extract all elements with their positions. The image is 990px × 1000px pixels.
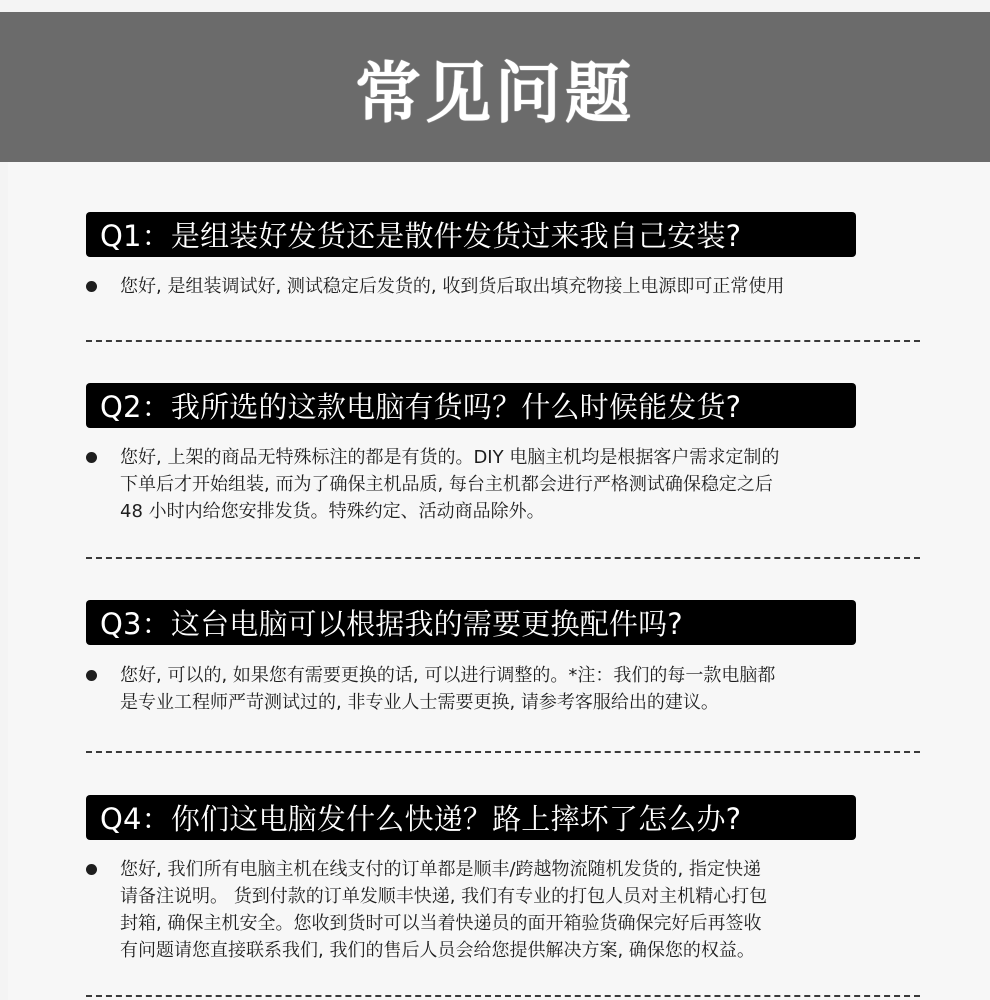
question-text-4: Q4：你们这电脑发什么快递？路上摔坏了怎么办? bbox=[100, 802, 742, 836]
answer-line: 有问题请您直接联系我们, 我们的售后人员会给您提供解决方案, 确保您的权益。 bbox=[120, 940, 755, 961]
dashed-divider-4 bbox=[86, 995, 920, 997]
dashed-divider-3 bbox=[86, 751, 920, 753]
question-bar-1 bbox=[86, 212, 856, 257]
question-text-1: Q1：是组装好发货还是散件发货过来我自己安装? bbox=[100, 219, 742, 253]
answer-line: 您好, 我们所有电脑主机在线支付的订单都是顺丰/跨越物流随机发货的, 指定快递 bbox=[120, 859, 761, 880]
answer-line: 您好, 上架的商品无特殊标注的都是有货的。DIY 电脑主机均是根据客户需求定制的 bbox=[120, 447, 780, 468]
answer-line: 下单后才开始组装, 而为了确保主机品质, 每台主机都会进行严格测试确保稳定之后 bbox=[120, 474, 773, 495]
bullet-3 bbox=[86, 670, 97, 681]
answer-line: 是专业工程师严苛测试过的, 非专业人士需要更换, 请参考客服给出的建议。 bbox=[120, 692, 719, 713]
answer-line: 请备注说明。 货到付款的订单发顺丰快递, 我们有专业的打包人员对主机精心打包 bbox=[120, 886, 768, 907]
bullet-4 bbox=[86, 864, 97, 875]
question-bar-4 bbox=[86, 795, 856, 840]
question-text-3: Q3：这台电脑可以根据我的需要更换配件吗? bbox=[100, 607, 683, 641]
dashed-divider-2 bbox=[86, 557, 920, 559]
answer-3 bbox=[120, 662, 910, 716]
header-banner bbox=[0, 12, 990, 162]
answer-2 bbox=[120, 444, 910, 525]
bullet-2 bbox=[86, 452, 97, 463]
answer-line: 48 小时内给您安排发货。特殊约定、活动商品除外。 bbox=[120, 501, 545, 522]
question-bar-2 bbox=[86, 383, 856, 428]
answer-1 bbox=[120, 273, 910, 300]
bullet-1 bbox=[86, 281, 97, 292]
answer-line: 封箱, 确保主机安全。您收到货时可以当着快递员的面开箱验货确保完好后再签收 bbox=[120, 913, 762, 934]
dashed-divider-1 bbox=[86, 340, 920, 342]
answer-4 bbox=[120, 856, 910, 964]
page-title: 常见问题 bbox=[355, 54, 635, 132]
answer-line: 您好, 可以的, 如果您有需要更换的话, 可以进行调整的。*注：我们的每一款电脑都 bbox=[120, 665, 776, 686]
question-bar-3 bbox=[86, 600, 856, 645]
answer-line: 您好, 是组装调试好, 测试稳定后发货的, 收到货后取出填充物接上电源即可正常使用 bbox=[120, 276, 785, 297]
question-text-2: Q2：我所选的这款电脑有货吗？什么时候能发货? bbox=[100, 390, 742, 424]
